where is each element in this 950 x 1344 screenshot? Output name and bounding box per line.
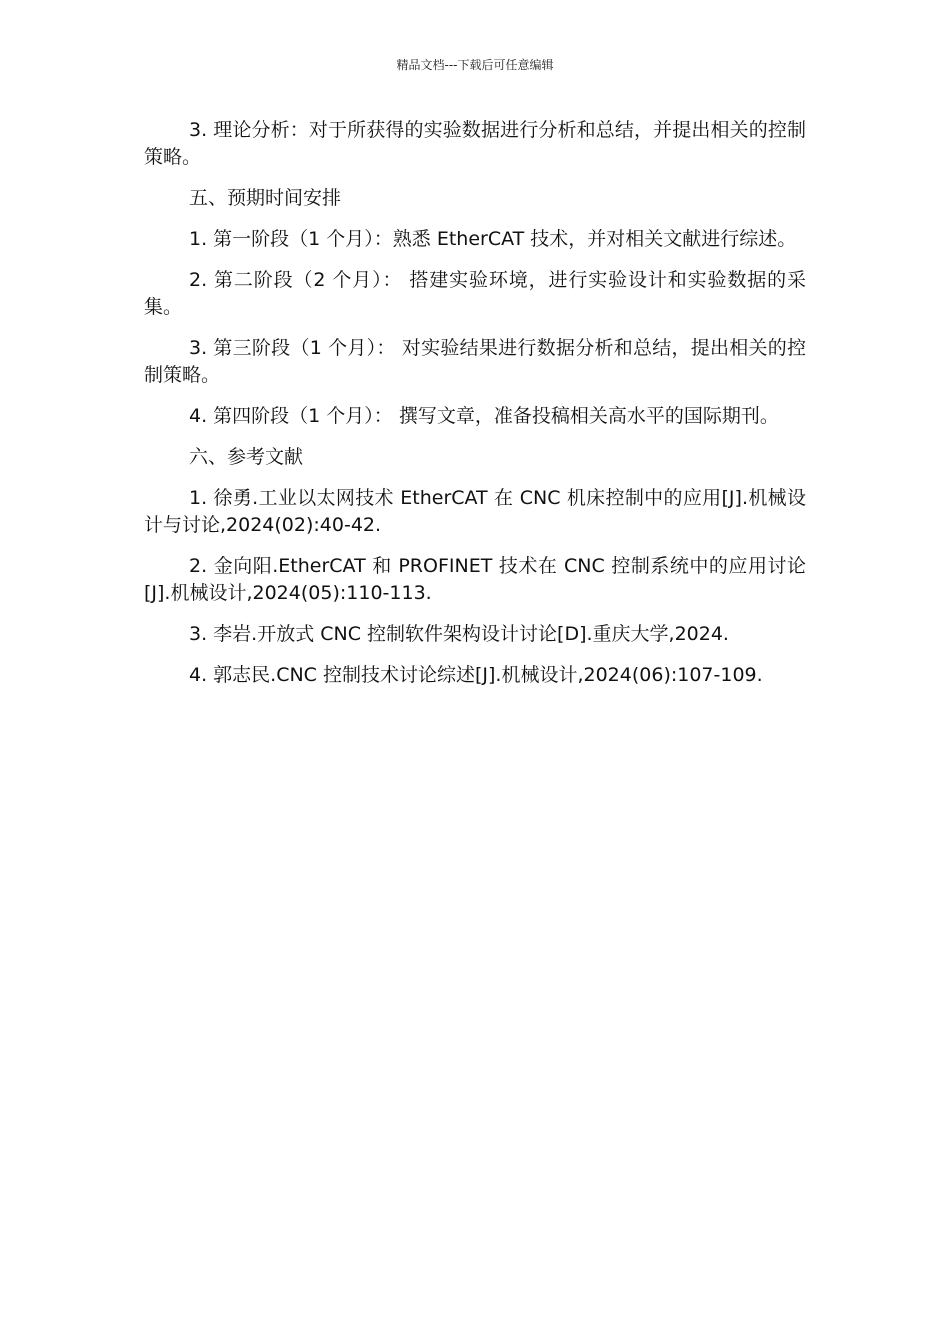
reference-item: 2. 金向阳.EtherCAT 和 PROFINET 技术在 CNC 控制系统中的应用讨论[J].机械设计,2024(05):110-113.	[144, 555, 806, 604]
reference-item: 3. 李岩.开放式 CNC 控制软件架构设计讨论[D].重庆大学,2024.	[189, 623, 729, 645]
document-body	[144, 117, 806, 703]
schedule-item: 2. 第二阶段（2 个月）： 搭建实验环境，进行实验设计和实验数据的采集。	[144, 269, 806, 318]
reference-item: 4. 郭志民.CNC 控制技术讨论综述[J].机械设计,2024(06):107-109.	[189, 664, 763, 686]
page-header: 精品文档---下载后可任意编辑	[396, 58, 554, 72]
paragraph-theory-analysis: 3. 理论分析：对于所获得的实验数据进行分析和总结，并提出相关的控制策略。	[144, 119, 806, 168]
schedule-item: 4. 第四阶段（1 个月）： 撰写文章，准备投稿相关高水平的国际期刊。	[189, 405, 779, 427]
reference-item: 1. 徐勇.工业以太网技术 EtherCAT 在 CNC 机床控制中的应用[J].机械设计与讨论,2024(02):40-42.	[144, 487, 806, 536]
schedule-item: 1. 第一阶段（1 个月）：熟悉 EtherCAT 技术，并对相关文献进行综述。	[189, 228, 797, 250]
schedule-item: 3. 第三阶段（1 个月）： 对实验结果进行数据分析和总结，提出相关的控制策略。	[144, 337, 806, 386]
section-heading-schedule: 五、预期时间安排	[189, 187, 342, 209]
section-heading-references: 六、参考文献	[189, 446, 304, 468]
